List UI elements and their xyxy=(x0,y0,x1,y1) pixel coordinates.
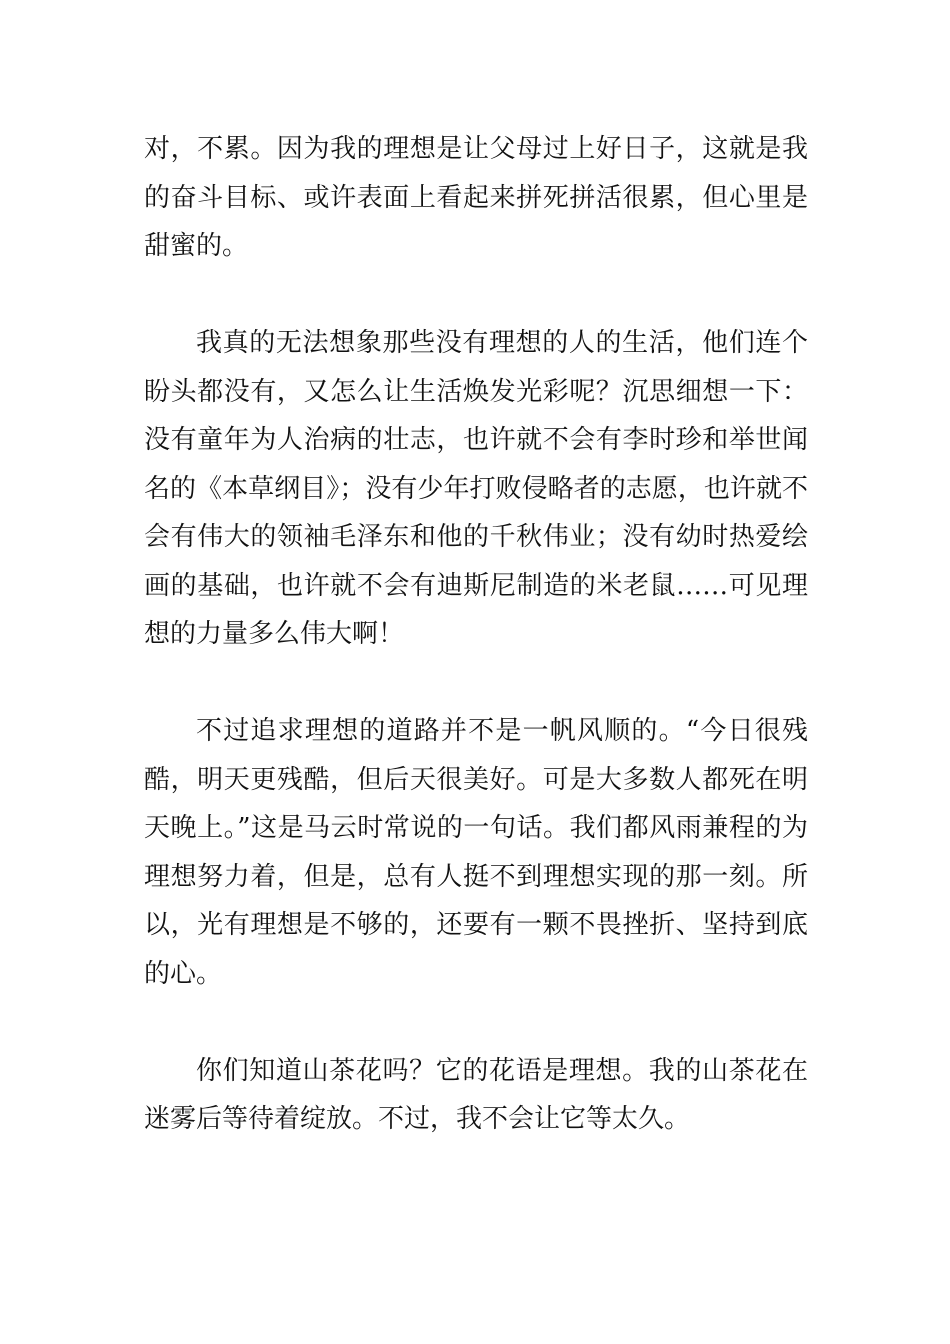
paragraph-2: 我真的无法想象那些没有理想的人的生活，他们连个盼头都没有，又怎么让生活焕发光彩呢？沉思细想一下：没有童年为人治病的壮志，也许就不会有李时珍和举世闻名的《本草纲目》；没有少年打败侵略者的志愿，也许就不会有伟大的领袖毛泽东和他的千秋伟业；没有幼时热爱绘画的基础，也许就不会有迪斯尼制造的米老鼠……可见理想的力量多么伟大啊！ xyxy=(144,328,808,649)
paragraph-4: 你们知道山茶花吗？它的花语是理想。我的山茶花在迷雾后等待着绽放。不过，我不会让它等太久。 xyxy=(144,1055,808,1134)
document-body xyxy=(144,125,808,1144)
paragraph-3: 不过追求理想的道路并不是一帆风顺的。“今日很残酷，明天更残酷，但后天很美好。可是大多数人都死在明天晚上。”这是马云时常说的一句话。我们都风雨兼程的为理想努力着，但是，总有人挺不到理想实现的那一刻。所以，光有理想是不够的，还要有一颗不畏挫折、坚持到底的心。 xyxy=(144,716,808,989)
paragraph-1: 对，不累。因为我的理想是让父母过上好日子，这就是我的奋斗目标、或许表面上看起来拼死拼活很累，但心里是甜蜜的。 xyxy=(144,134,808,261)
